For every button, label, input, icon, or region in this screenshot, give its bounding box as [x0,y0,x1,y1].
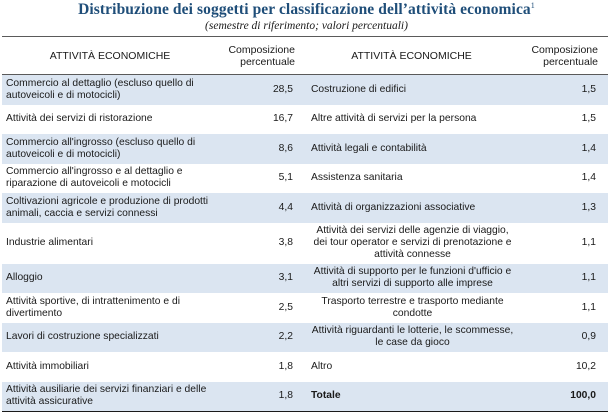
activity-cell-right: Altro [311,360,333,372]
table-subtitle: (semestre di riferimento; valori percentuali) [205,20,408,32]
activity-cell-right: Attività riguardanti le lotterie, le scommesse, le case da gioco [305,323,518,353]
table-row [2,193,608,223]
activity-cell-left: Commercio al dettaglio (escluso quello di autoveicoli e di motocicli) [2,75,218,105]
total-value: 100,0 [570,390,596,402]
activity-cell-left: Attività ausiliarie dei servizi finanziari e delle attività assicurative [2,382,218,412]
table-row [2,264,608,294]
table-row [2,134,608,164]
activity-cell-left: Attività immobiliari [6,360,89,372]
activity-cell-right: Attività di organizzazioni associative [305,193,518,223]
percentage-cell-right: 1,1 [581,237,596,248]
table-body [2,75,608,412]
activity-cell-left: Commercio all'ingrosso (escluso quello di autoveicoli e di motocicli) [2,134,218,164]
activity-cell-left: Commercio all'ingrosso e al dettaglio e riparazione di autoveicoli e motocicli [6,166,183,190]
total-label-cell [305,382,518,412]
percentage-cell-left: 1,8 [218,382,305,412]
percentage-cell-left: 1,8 [278,360,293,372]
activity-cell-left: Lavori di costruzione specializzati [2,323,218,353]
table-row-total [2,382,608,412]
header-row [2,37,608,75]
percentage-cell-right: 1,5 [581,113,596,125]
table-header [2,37,608,75]
activity-cell-right: Attività legali e contabilità [305,134,518,164]
activity-cell-left: Attività dei servizi di ristorazione [6,113,153,125]
percentage-cell-left: 16,7 [272,113,293,125]
percentage-cell-left: 2,5 [278,301,293,313]
column-header-activity-left: ATTIVITÀ ECONOMICHE [2,37,218,75]
percentage-cell-right: 0,9 [518,323,608,353]
total-label: Totale [311,390,341,402]
percentage-cell-left: 2,2 [218,323,305,353]
column-header-activity-right: ATTIVITÀ ECONOMICHE [305,37,518,75]
table-row [2,223,608,264]
percentage-cell-right: 1,5 [518,75,608,105]
percentage-cell-right: 1,1 [518,264,608,294]
activity-cell-right: Altre attività di servizi per la persona [311,113,477,125]
activity-cell-left: Coltivazioni agricole e produzione di prodotti animali, caccia e servizi connessi [2,193,218,223]
activity-cell-right: Trasporto terrestre e trasporto mediante condotte [321,295,504,319]
percentage-cell-right: 1,3 [518,193,608,223]
activity-cell-right: Attività di supporto per le funzioni d'ufficio e altri servizi di supporto alle imprese [305,264,518,294]
distribution-table [2,36,608,412]
activity-cell-left: Attività sportive, di intrattenimento e di divertimento [6,295,180,319]
percentage-cell-left: 4,4 [218,193,305,223]
percentage-cell-left: 5,1 [278,172,293,184]
table-title [0,1,613,19]
percentage-cell-left: 3,8 [278,237,293,248]
table-row [2,323,608,353]
table-row [2,293,608,323]
percentage-cell-right: 10,2 [575,360,596,372]
activity-cell-right: Costruzione di edifici [305,75,518,105]
table-row [2,75,608,105]
percentage-cell-left: 8,6 [218,134,305,164]
activity-cell-left: Industrie alimentari [6,237,93,248]
activity-cell-left: Alloggio [2,264,218,294]
total-value-cell [518,382,608,412]
column-header-percentage-left: Composizione percentuale [218,37,305,75]
percentage-cell-right: 1,1 [581,301,596,313]
table-row [2,352,608,382]
percentage-cell-left: 28,5 [218,75,305,105]
percentage-cell-left: 3,1 [218,264,305,294]
footnote-mark: 1 [530,0,535,10]
table-row [2,164,608,194]
percentage-cell-right: 1,4 [518,134,608,164]
table-title-text: Distribuzione dei soggetti per classificazione dell’attività economica [78,1,531,18]
column-header-percentage-right: Composizione percentuale [518,37,608,75]
activity-cell-right: Attività dei servizi delle agenzie di viaggio, dei tour operator e servizi di prenotazione e attività connesse [313,225,512,260]
table-row [2,105,608,135]
percentage-cell-right: 1,4 [581,172,596,184]
activity-cell-right: Assistenza sanitaria [311,172,403,184]
